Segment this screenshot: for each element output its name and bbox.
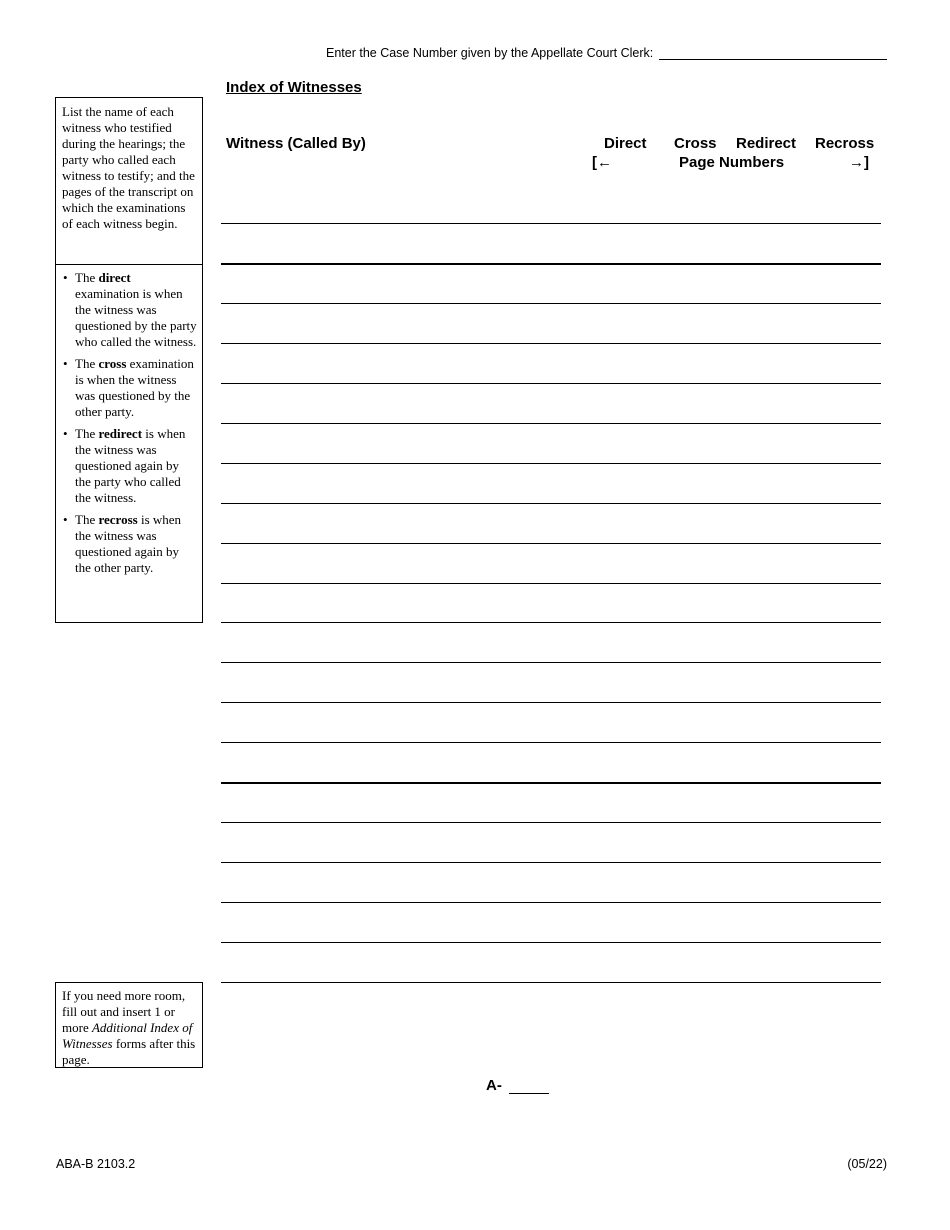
witness-entry-line[interactable] [221, 782, 881, 784]
column-header-cross: Cross [674, 135, 717, 152]
definition-direct: • The direct examination is when the witness was questioned by the party who called the witness. [60, 270, 198, 350]
witness-entry-line[interactable] [221, 423, 881, 424]
instructions-intro-box [55, 97, 203, 264]
definition-recross: • The recross is when the witness was questioned again by the other party. [60, 512, 198, 576]
definition-cross: • The cross examination is when the witness was questioned by the other party. [60, 356, 198, 420]
case-number-row [326, 46, 887, 60]
witness-entry-line[interactable] [221, 662, 881, 663]
witness-entry-line[interactable] [221, 383, 881, 384]
witness-entry-line[interactable] [221, 982, 881, 983]
witness-entry-line[interactable] [221, 902, 881, 903]
column-header-redirect: Redirect [736, 135, 797, 152]
definition-redirect: • The redirect is when the witness was questioned again by the party who called the witness. [60, 426, 198, 506]
witness-entry-line[interactable] [221, 503, 881, 504]
page-numbers-label: Page Numbers [679, 154, 785, 171]
more-room-note-box: If you need more room, fill out and insert 1 or more Additional Index of Witnesses forms after this page. [55, 982, 203, 1068]
page-title: Index of Witnesses [226, 79, 362, 96]
column-header-recross: Recross [815, 135, 875, 152]
examination-definitions-box [55, 264, 203, 623]
column-header-direct: Direct [604, 135, 647, 152]
witness-entry-line[interactable] [221, 702, 881, 703]
page-number [486, 1077, 549, 1094]
form-id: ABA-B 2103.2 [56, 1157, 136, 1171]
witness-entry-line[interactable] [221, 942, 881, 943]
witness-entry-line[interactable] [221, 303, 881, 304]
examination-definitions-list [60, 270, 198, 576]
witness-entry-line[interactable] [221, 622, 881, 623]
case-number-label: Enter the Case Number given by the Appellate Court Clerk: [326, 46, 654, 60]
witness-entry-line[interactable] [221, 343, 881, 344]
witness-entry-line[interactable] [221, 463, 881, 464]
page-number-field[interactable] [509, 1081, 549, 1094]
witness-entry-line[interactable] [221, 742, 881, 743]
witness-entry-line[interactable] [221, 263, 881, 265]
witness-entry-line[interactable] [221, 862, 881, 863]
case-number-field[interactable] [659, 46, 887, 60]
witness-entry-line[interactable] [221, 583, 881, 584]
witness-entry-line[interactable] [221, 223, 881, 224]
instructions-intro-text: List the name of each witness who testified during the hearings; the party who called each witness to testify; and the pages of the transcript on which the examinations of each witness begin. [62, 104, 195, 231]
witness-entry-line[interactable] [221, 822, 881, 823]
column-header-witness: Witness (Called By) [226, 135, 366, 152]
form-revision: (05/22) [847, 1157, 887, 1171]
page-number-prefix: A- [486, 1077, 502, 1094]
left-arrow-icon: [← [592, 154, 612, 171]
right-arrow-icon: →] [849, 154, 869, 171]
witness-entry-line[interactable] [221, 543, 881, 544]
